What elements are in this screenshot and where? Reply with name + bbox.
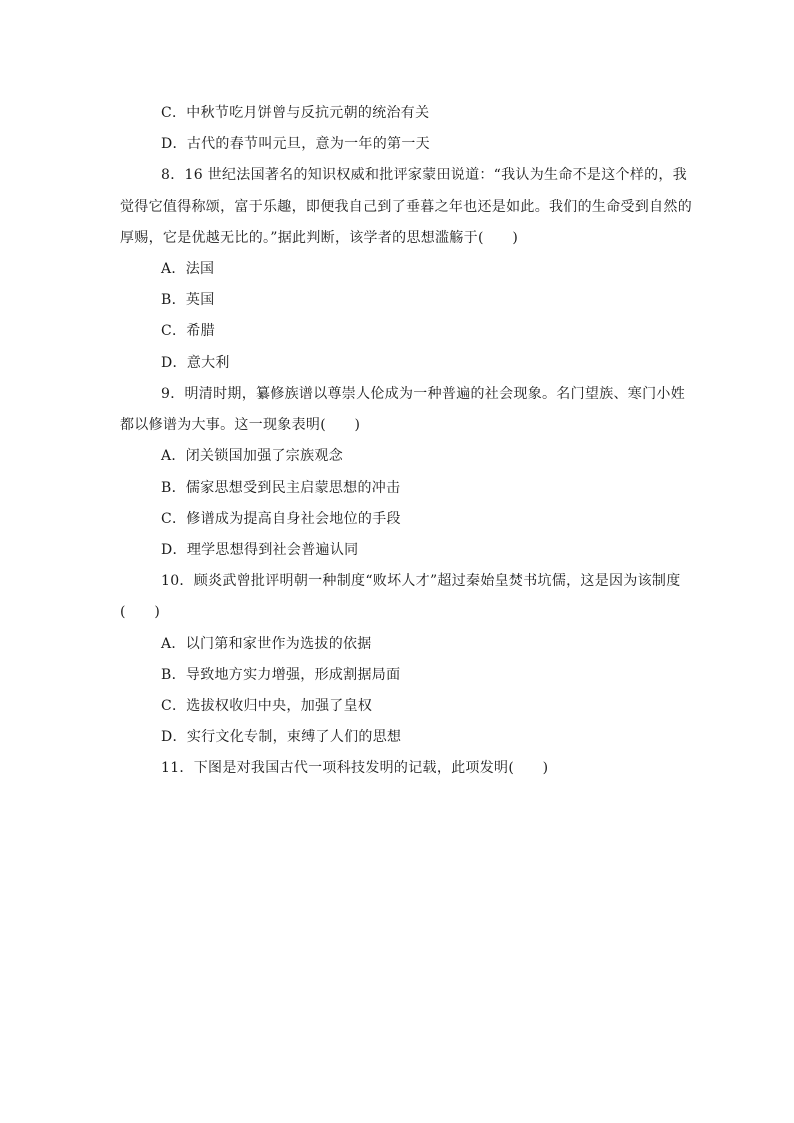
q10-stem-line-1: 10．顾炎武曾批评明朝一种制度“败坏人才”超过秦始皇焚书坑儒，这是因为该制度	[161, 573, 681, 589]
q10-option-b: B．导致地方实力增强，形成割据局面	[161, 667, 401, 683]
q9-stem-line-2: 都以修谱为大事。这一现象表明( )	[120, 417, 361, 433]
q8-option-d: D．意大利	[161, 355, 230, 371]
q9-option-c: C．修谱成为提高自身社会地位的手段	[161, 511, 401, 527]
q9-option-a: A．闭关锁国加强了宗族观念	[161, 448, 344, 464]
q10-option-c: C．选拔权收归中央，加强了皇权	[161, 698, 373, 714]
q8-stem-line-2: 觉得它值得称颂，富于乐趣，即便我自己到了垂暮之年也还是如此。我们的生命受到自然的	[120, 199, 692, 215]
q8-option-b: B．英国	[161, 292, 215, 308]
q8-stem-line-3: 厚赐，它是优越无比的。”据此判断，该学者的思想滥觞于( )	[120, 230, 519, 246]
q7-option-c: C．中秋节吃月饼曾与反抗元朝的统治有关	[161, 105, 430, 121]
q9-option-b: B．儒家思想受到民主启蒙思想的冲击	[161, 480, 401, 496]
q7-option-d: D．古代的春节叫元旦，意为一年的第一天	[161, 136, 430, 152]
q8-option-c: C．希腊	[161, 323, 215, 339]
q10-option-d: D．实行文化专制，束缚了人们的思想	[161, 729, 402, 745]
q10-stem-line-2: ( )	[120, 604, 161, 620]
q10-option-a: A．以门第和家世作为选拔的依据	[161, 636, 372, 652]
q11-stem-line-1: 11．下图是对我国古代一项科技发明的记载，此项发明( )	[161, 760, 549, 776]
q8-option-a: A．法国	[161, 261, 215, 277]
q8-stem-line-1: 8．16 世纪法国著名的知识权威和批评家蒙田说道：“我认为生命不是这个样的，我	[161, 167, 688, 183]
q9-stem-line-1: 9．明清时期，纂修族谱以尊崇人伦成为一种普遍的社会现象。名门望族、寒门小姓	[161, 386, 686, 402]
q9-option-d: D．理学思想得到社会普遍认同	[161, 542, 359, 558]
